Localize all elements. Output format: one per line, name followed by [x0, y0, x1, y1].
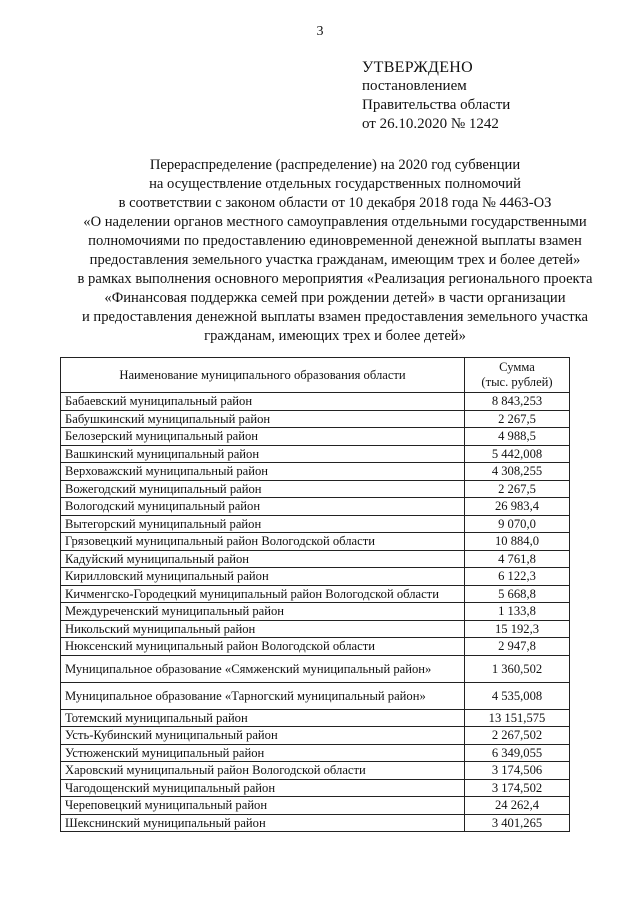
approval-line: Правительства области [362, 97, 511, 113]
amount-value: 8 843,253 [465, 393, 570, 411]
amount-value: 24 262,4 [465, 797, 570, 815]
municipality-name: Череповецкий муниципальный район [61, 797, 465, 815]
table-row [61, 727, 570, 745]
municipality-name: Кичменгско-Городецкий муниципальный район Вологодской области [61, 585, 465, 603]
table-row [61, 814, 570, 832]
amount-value: 10 884,0 [465, 533, 570, 551]
municipality-name: Кадуйский муниципальный район [61, 550, 465, 568]
municipality-name: Шекснинский муниципальный район [61, 814, 465, 832]
municipality-name: Вологодский муниципальный район [61, 498, 465, 516]
title-line: полномочиями по предоставлению единовременной денежной выплаты взамен [88, 233, 582, 249]
approval-line: от 26.10.2020 № 1242 [362, 116, 499, 132]
municipality-name: Кирилловский муниципальный район [61, 568, 465, 586]
amount-value: 3 174,506 [465, 762, 570, 780]
title-line: «О наделении органов местного самоуправления отдельными государственными [83, 214, 587, 230]
amount-value: 6 122,3 [465, 568, 570, 586]
amount-value: 2 267,5 [465, 410, 570, 428]
title-line: на осуществление отдельных государственных полномочий [149, 176, 521, 192]
amount-value: 1 360,502 [465, 655, 570, 682]
title-line: Перераспределение (распределение) на 2020 год субвенции [149, 157, 521, 173]
amount-value: 4 988,5 [465, 428, 570, 446]
sum-header-line: (тыс. рублей) [481, 375, 553, 389]
title-line: предоставления земельного участка гражданам, имеющим трех и более детей» [89, 252, 581, 268]
municipality-name: Вашкинский муниципальный район [61, 445, 465, 463]
table-row [61, 550, 570, 568]
title-line: гражданам, имеющих трех и более детей» [204, 328, 466, 344]
column-header-name: Наименование муниципального образования области [61, 358, 465, 393]
municipality-name: Нюксенский муниципальный район Вологодской области [61, 638, 465, 656]
amount-value: 15 192,3 [465, 620, 570, 638]
municipality-name: Белозерский муниципальный район [61, 428, 465, 446]
municipality-name: Устюженский муниципальный район [61, 744, 465, 762]
table-row [61, 498, 570, 516]
municipality-name: Муниципальное образование «Тарногский муниципальный район» [61, 682, 465, 709]
title-line: в соответствии с законом области от 10 декабря 2018 года № 4463-ОЗ [118, 195, 552, 211]
municipality-name: Тотемский муниципальный район [61, 709, 465, 727]
amount-value: 3 174,502 [465, 779, 570, 797]
municipality-name: Междуреченский муниципальный район [61, 603, 465, 621]
amount-value: 2 267,5 [465, 480, 570, 498]
table-row [61, 779, 570, 797]
table-row [61, 585, 570, 603]
municipality-name: Бабушкинский муниципальный район [61, 410, 465, 428]
table-row [61, 655, 570, 682]
table-row [61, 709, 570, 727]
table-row [61, 410, 570, 428]
approval-heading: УТВЕРЖДЕНО [362, 59, 474, 76]
distribution-table [60, 357, 570, 832]
table-row [61, 393, 570, 411]
amount-value: 13 151,575 [465, 709, 570, 727]
amount-value: 3 401,265 [465, 814, 570, 832]
municipality-name: Вожегодский муниципальный район [61, 480, 465, 498]
table-row [61, 568, 570, 586]
amount-value: 5 668,8 [465, 585, 570, 603]
table-row [61, 445, 570, 463]
municipality-name: Вытегорский муниципальный район [61, 515, 465, 533]
amount-value: 26 983,4 [465, 498, 570, 516]
table-row [61, 515, 570, 533]
amount-value: 6 349,055 [465, 744, 570, 762]
document-title [40, 156, 630, 346]
amount-value: 9 070,0 [465, 515, 570, 533]
municipality-name: Никольский муниципальный район [61, 620, 465, 638]
title-line: «Финансовая поддержка семей при рождении детей» в части организации [104, 290, 566, 306]
page-number: 3 [316, 24, 324, 39]
sum-header-line: Сумма [499, 360, 535, 374]
table-row [61, 744, 570, 762]
table-row [61, 428, 570, 446]
amount-value: 4 308,255 [465, 463, 570, 481]
table-row [61, 533, 570, 551]
amount-value: 4 761,8 [465, 550, 570, 568]
approval-block [362, 58, 510, 134]
table-header-row [61, 358, 570, 393]
table-row [61, 797, 570, 815]
table-row [61, 682, 570, 709]
table-row [61, 638, 570, 656]
table-row [61, 603, 570, 621]
amount-value: 2 267,502 [465, 727, 570, 745]
amount-value: 5 442,008 [465, 445, 570, 463]
municipality-name: Бабаевский муниципальный район [61, 393, 465, 411]
municipality-name: Харовский муниципальный район Вологодской области [61, 762, 465, 780]
title-line: в рамках выполнения основного мероприятия «Реализация регионального проекта [77, 271, 593, 287]
municipality-name: Грязовецкий муниципальный район Вологодской области [61, 533, 465, 551]
approval-line: постановлением [362, 78, 467, 94]
table-row [61, 620, 570, 638]
municipality-name: Муниципальное образование «Сямженский муниципальный район» [61, 655, 465, 682]
table-row [61, 480, 570, 498]
municipality-name: Чагодощенский муниципальный район [61, 779, 465, 797]
municipality-name: Усть-Кубинский муниципальный район [61, 727, 465, 745]
title-line: и предоставления денежной выплаты взамен предоставления земельного участка [81, 309, 589, 325]
table-row [61, 463, 570, 481]
amount-value: 4 535,008 [465, 682, 570, 709]
amount-value: 1 133,8 [465, 603, 570, 621]
table-row [61, 762, 570, 780]
column-header-sum [465, 358, 570, 393]
municipality-name: Верховажский муниципальный район [61, 463, 465, 481]
amount-value: 2 947,8 [465, 638, 570, 656]
